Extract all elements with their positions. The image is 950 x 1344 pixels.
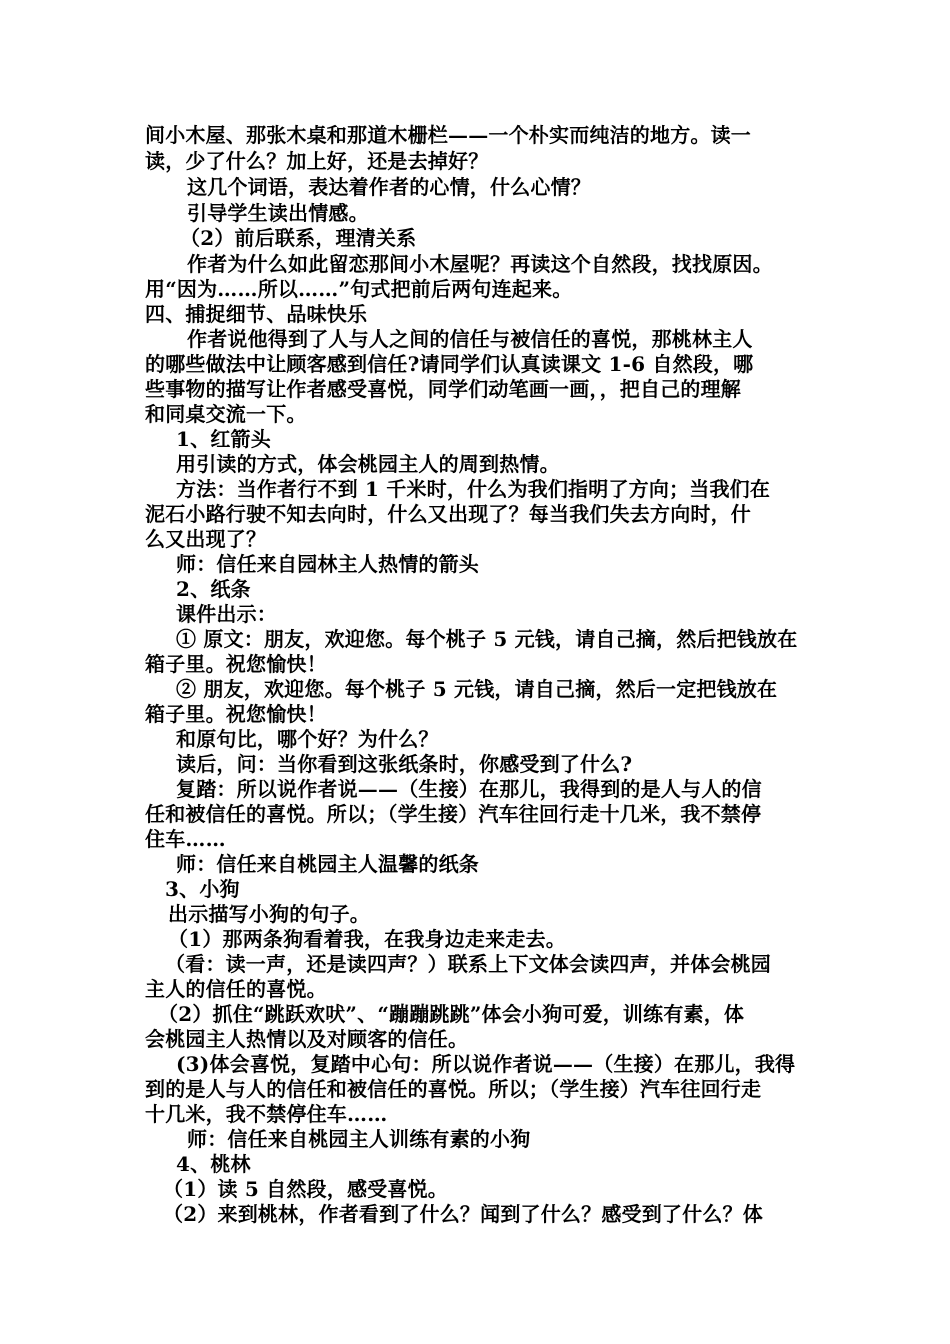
text-line: 课件出示：	[176, 602, 277, 626]
text-line: 作者说他得到了人与人之间的信任与被信任的喜悦，那桃林主人	[187, 327, 753, 351]
text-line: 作者为什么如此留恋那间小木屋呢？再读这个自然段，找找原因。	[187, 252, 773, 276]
text-line: 到的是人与人的信任和被信任的喜悦。所以；（学生接）汽车往回行走	[145, 1077, 762, 1101]
text-line: （1）读 5 自然段，感受喜悦。	[163, 1177, 448, 1201]
text-line: （2）抓住“跳跃欢吠”、“蹦蹦跳跳”体会小狗可爱，训练有素，体	[158, 1002, 745, 1026]
text-line: （看：读一声，还是读四声？）联系上下文体会读四声，并体会桃园	[165, 952, 771, 976]
text-line: 箱子里。祝您愉快！	[145, 702, 327, 726]
text-line: 任和被信任的喜悦。所以；（学生接）汽车往回行走十几米，我不禁停	[145, 802, 762, 826]
text-line: (3)体会喜悦，复踏中心句：所以说作者说——（生接）在那儿，我得	[176, 1052, 796, 1076]
section-heading: 四、捕捉细节、品味快乐	[145, 302, 368, 326]
text-line: 这几个词语，表达着作者的心情，什么心情？	[187, 175, 591, 199]
text-line: 师：信任来自桃园主人温馨的纸条	[176, 852, 479, 876]
text-line: 十几米，我不禁停住车……	[145, 1102, 388, 1126]
text-line: 些事物的描写让作者感受喜悦，同学们动笔画一画，，把自己的理解	[145, 377, 741, 401]
text-line: ① 原文：朋友，欢迎您。每个桃子 5 元钱，请自己摘，然后把钱放在	[176, 627, 798, 651]
text-line: 泥石小路行驶不知去向时，什么又出现了？每当我们失去方向时，什	[145, 502, 751, 526]
text-line: 方法：当作者行不到 1 千米时，什么为我们指明了方向；当我们在	[176, 477, 771, 501]
text-line: ② 朋友，欢迎您。每个桃子 5 元钱，请自己摘，然后一定把钱放在	[176, 677, 778, 701]
text-line: （2）来到桃林，作者看到了什么？闻到了什么？感受到了什么？体	[163, 1202, 763, 1226]
subsection-heading: 2、纸条	[176, 577, 251, 601]
subsection-heading: 1、红箭头	[176, 427, 271, 451]
subsection-heading: 4、桃林	[176, 1152, 251, 1176]
text-line: 和原句比，哪个好？为什么？	[176, 727, 439, 751]
text-line: 会桃园主人热情以及对顾客的信任。	[145, 1027, 469, 1051]
text-line: 的哪些做法中让顾客感到信任?请同学们认真读课文 1-6 自然段，哪	[145, 352, 754, 376]
text-line: 复踏：所以说作者说——（生接）在那儿，我得到的是人与人的信	[176, 777, 762, 801]
text-line: 和同桌交流一下。	[145, 402, 307, 426]
text-line: 师：信任来自园林主人热情的箭头	[176, 552, 479, 576]
text-line: 师：信任来自桃园主人训练有素的小狗	[187, 1127, 531, 1151]
text-line: （2）前后联系，理清关系	[180, 226, 417, 250]
text-line: 用“因为……所以……”句式把前后两句连起来。	[145, 277, 573, 301]
text-line: 箱子里。祝您愉快！	[145, 652, 327, 676]
text-line: 读，少了什么？加上好，还是去掉好？	[145, 149, 489, 173]
text-line: 住车……	[145, 827, 226, 851]
subsection-heading: 3、小狗	[165, 877, 240, 901]
text-line: 出示描写小狗的句子。	[168, 902, 370, 926]
text-line: 间小木屋、那张木桌和那道木栅栏——一个朴实而纯洁的地方。读一	[145, 123, 751, 147]
text-line: 用引读的方式，体会桃园主人的周到热情。	[176, 452, 560, 476]
text-line: 主人的信任的喜悦。	[145, 977, 327, 1001]
text-line: （1）那两条狗看着我，在我身边走来走去。	[168, 927, 566, 951]
text-line: 么又出现了？	[145, 527, 267, 551]
text-line: 读后，问：当你看到这张纸条时，你感受到了什么?	[176, 752, 633, 776]
text-line: 引导学生读出情感。	[187, 201, 369, 225]
